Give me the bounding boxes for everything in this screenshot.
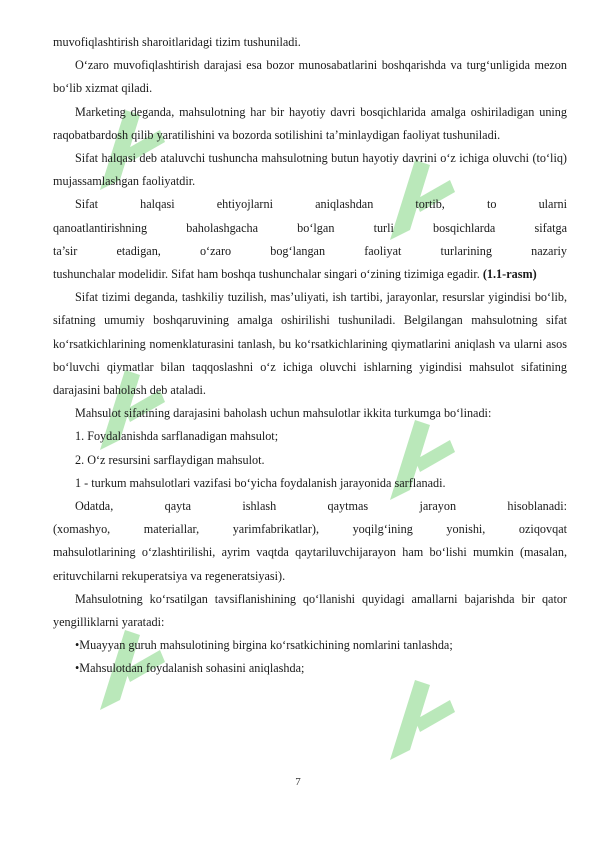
list-item: •Muayyan guruh mahsulotining birgina ko‘rsatkichining nomlarini tanlashda; <box>75 638 453 653</box>
list-item: 2. O‘z resursini sarflaydigan mahsulot. <box>75 452 265 467</box>
paragraph: Mahsulot sifatining darajasini baholash uchun mahsulotlar ikkita turkumga bo‘linadi: <box>75 406 492 421</box>
paragraph-line: (xomashyo, materiallar, yarimfabrikatlar), yoqilg‘ining yonishi, oziqovqat <box>53 522 567 537</box>
paragraph: muvofiqlashtirish sharoitlaridagi tizim tushuniladi. <box>53 35 301 49</box>
paragraph: Marketing deganda, mahsulotning har bir hayotiy davri bosqichlarida amalga oshiriladigan uning raqobatbardosh qilib yaratilishini va bozorda sotilishini ta’minlaydigan faoliyat tushuniladi. <box>53 104 567 142</box>
list-item: •Mahsulotdan foydalanish sohasini aniqlashda; <box>75 661 305 676</box>
paragraph: Sifat tizimi deganda, tashkiliy tuzilish, mas’uliyati, ish tartibi, jarayonlar, resurslar yigindisi bo‘lib, sifatning umumiy boshqaruvining amalga oshirilishi tushuniladi. Belgilangan mahsulotning sifat ko‘rsatkichlarining nomenklaturasini tanlash, bu ko‘rsatkichlarining qiymatlarini aniqlash va ularni asos bo‘luvchi qiymatlar bilan taqqoslashni o‘z ichiga oluvchi ishlarning yigindisi mahsulot sifatining darajasini baholash deb ataladi. <box>53 290 567 398</box>
paragraph: Sifat halqasi deb ataluvchi tushuncha mahsulotning butun hayotiy davrini o‘z ichiga oluvchi (to‘liq) mujassamlashgan faoliyatdir. <box>53 151 567 189</box>
page-number: 7 <box>295 776 301 788</box>
paragraph: O‘zaro muvofiqlashtirish darajasi esa bozor munosabatlarini boshqarishda va turg‘unligida mezon bo‘lib xizmat qiladi. <box>53 58 567 96</box>
paragraph: Mahsulotning ko‘rsatilgan tavsiflanishining qo‘llanishi quyidagi amallarni bajarishda bir qator yengilliklarni yaratadi: <box>53 591 567 630</box>
paragraph: 1 - turkum mahsulotlari vazifasi bo‘yicha foydalanish jarayonida sarflanadi. <box>75 475 446 490</box>
paragraph-line: Odatda, qayta ishlash qaytmas jarayon hisoblanadi: <box>75 499 567 514</box>
paragraph-line: qanoatlantirishning baholashgacha bo‘lgan turli bosqichlarda sifatga <box>53 220 567 235</box>
paragraph-line: Sifat halqasi ehtiyojlarni aniqlashdan tortib, to ularni <box>75 197 567 212</box>
document-body <box>53 31 567 681</box>
paragraph-text: tushunchalar modelidir. Sifat ham boshqa tushunchalar singari o‘zining tizimiga egadir. <box>53 267 480 282</box>
paragraph-line: ta’sir etadigan, o‘zaro bog‘langan faoliyat turlarining nazariy <box>53 243 567 258</box>
paragraph <box>53 263 567 286</box>
paragraph: mahsulotlarining o‘zlashtirilishi, ayrim vaqtda qaytariluvchijarayon ham bo‘lishi mumkin (masalan, erituvchilarni rekuperatsiya va regeneratsiyasi). <box>53 545 567 583</box>
figure-reference: (1.1-rasm) <box>482 267 537 282</box>
list-item: 1. Foydalanishda sarflanadigan mahsulot; <box>75 429 279 444</box>
